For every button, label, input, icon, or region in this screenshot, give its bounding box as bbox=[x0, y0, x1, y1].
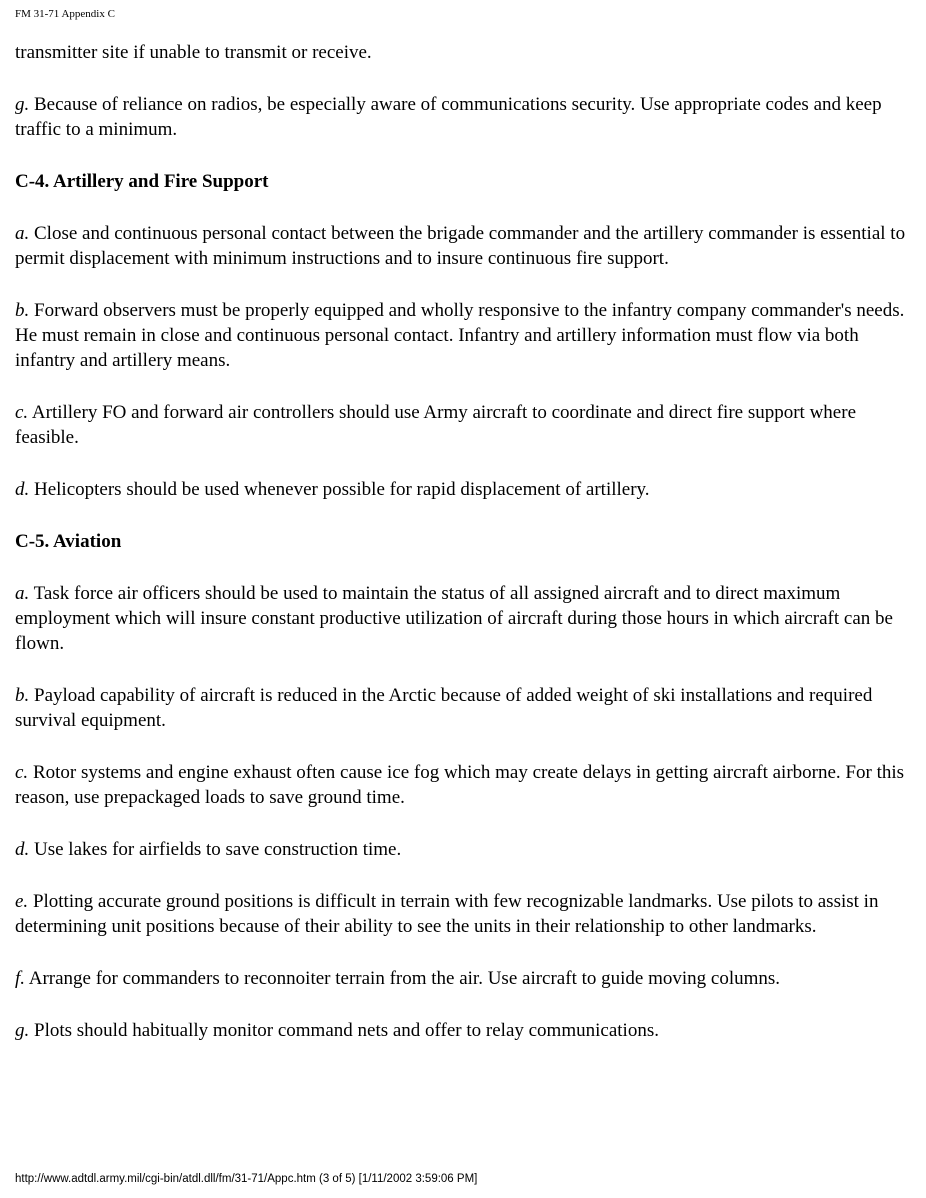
paragraph-transmitter-site: transmitter site if unable to transmit or receive. bbox=[15, 42, 372, 63]
paragraph-c5-a bbox=[15, 581, 915, 656]
section-heading-c5: C-5. Aviation bbox=[15, 531, 122, 552]
paragraph-letter: b. bbox=[15, 300, 30, 321]
page-header: FM 31-71 Appendix C bbox=[15, 8, 115, 20]
paragraph-text: Rotor systems and engine exhaust often cause ice fog which may create delays in getting aircraft airborne. For this reason, use prepackaged loads to save ground time. bbox=[15, 762, 905, 808]
paragraph-text: Close and continuous personal contact between the brigade commander and the artillery commander is essential to permit displacement with minimum instructions and to insure continuous fire support. bbox=[15, 223, 906, 269]
paragraph-text: Plots should habitually monitor command nets and offer to relay communications. bbox=[29, 1020, 659, 1041]
paragraph-c5-g bbox=[15, 1018, 915, 1043]
paragraph-c4-c bbox=[15, 400, 915, 450]
paragraph-letter: c. bbox=[15, 402, 29, 423]
paragraph-c5-b bbox=[15, 683, 915, 733]
paragraph-letter: g. bbox=[15, 94, 30, 115]
paragraph-c5-e bbox=[15, 889, 915, 939]
paragraph-c5-d bbox=[15, 837, 915, 862]
section-heading-c4: C-4. Artillery and Fire Support bbox=[15, 171, 269, 192]
paragraph-text: Artillery FO and forward air controllers should use Army aircraft to coordinate and direct fire support where feasible. bbox=[15, 402, 857, 448]
paragraph-text: Plotting accurate ground positions is difficult in terrain with few recognizable landmarks. Use pilots to assist in determining unit positions because of their ability to see the units in their relationship to other landmarks. bbox=[15, 891, 879, 937]
paragraph-text: Forward observers must be properly equipped and wholly responsive to the infantry company commander's needs. He must remain in close and continuous personal contact. Infantry and artillery information must flow via both infantry and artillery means. bbox=[15, 300, 905, 371]
paragraph-c5-f bbox=[15, 966, 915, 991]
paragraph-comm-security bbox=[15, 92, 915, 142]
paragraph-text: Use lakes for airfields to save construction time. bbox=[29, 839, 402, 860]
paragraph-letter: a. bbox=[15, 583, 30, 604]
paragraph-letter: d. bbox=[15, 839, 30, 860]
paragraph-letter: g. bbox=[15, 1020, 30, 1041]
document-body bbox=[15, 40, 915, 1070]
paragraph-c4-a bbox=[15, 221, 915, 271]
paragraph-c5-c bbox=[15, 760, 915, 810]
paragraph-letter: f. bbox=[15, 968, 26, 989]
paragraph-text: Arrange for commanders to reconnoiter terrain from the air. Use aircraft to guide moving columns. bbox=[25, 968, 781, 989]
paragraph-c4-b bbox=[15, 298, 915, 373]
paragraph-c4-d bbox=[15, 477, 915, 502]
paragraph-letter: e. bbox=[15, 891, 29, 912]
paragraph-text: Because of reliance on radios, be especially aware of communications security. Use appropriate codes and keep traffic to a minimum. bbox=[15, 94, 882, 140]
paragraph-letter: b. bbox=[15, 685, 30, 706]
paragraph-letter: a. bbox=[15, 223, 30, 244]
paragraph-text: Helicopters should be used whenever possible for rapid displacement of artillery. bbox=[29, 479, 650, 500]
paragraph-text: Task force air officers should be used to maintain the status of all assigned aircraft and to direct maximum employment which will insure constant productive utilization of aircraft during those hours in which aircraft can be flown. bbox=[15, 583, 893, 654]
paragraph-letter: d. bbox=[15, 479, 30, 500]
paragraph-text: Payload capability of aircraft is reduced in the Arctic because of added weight of ski installations and required survival equipment. bbox=[15, 685, 873, 731]
page-footer-url: http://www.adtdl.army.mil/cgi-bin/atdl.dll/fm/31-71/Appc.htm (3 of 5) [1/11/2002 3:59:06 PM] bbox=[15, 1173, 478, 1185]
paragraph-letter: c. bbox=[15, 762, 29, 783]
